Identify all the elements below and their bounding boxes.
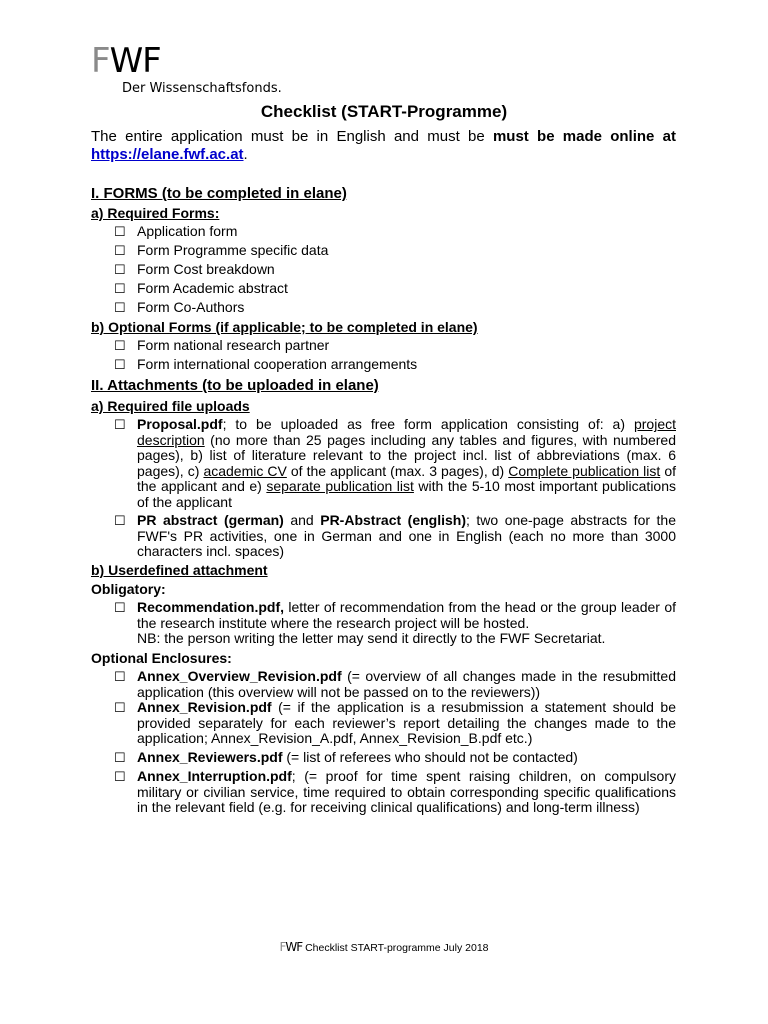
checkbox-icon: ☐ (114, 224, 126, 239)
checkbox-icon: ☐ (114, 600, 126, 615)
list-item-annex-interruption: ☐ Annex_Interruption.pdf; (= proof for time spent raising children, on compulsory military or civilian service, time required to obtain corresponding specific qualifications in the relevant field (e.g. for receiving clinical qualifications) and long-term illness) (114, 768, 676, 815)
section-attachments-heading: II. Attachments (to be uploaded in elane) (91, 377, 379, 394)
checkbox-icon: ☐ (114, 300, 126, 315)
checkbox-icon: ☐ (114, 357, 126, 372)
checkbox-icon: ☐ (114, 262, 126, 277)
list-item: ☐ Form Programme specific data (114, 242, 329, 258)
required-uploads-heading: a) Required file uploads (91, 398, 250, 414)
checkbox-icon: ☐ (114, 700, 126, 715)
checkbox-icon: ☐ (114, 750, 126, 765)
list-item: ☐ Form Co-Authors (114, 299, 245, 315)
list-item: ☐ Form Academic abstract (114, 280, 288, 296)
checkbox-icon: ☐ (114, 243, 126, 258)
required-forms-heading: a) Required Forms: (91, 205, 220, 221)
checkbox-icon: ☐ (114, 513, 126, 528)
checkbox-icon: ☐ (114, 417, 126, 432)
list-item-annex-revision: ☐ Annex_Revision.pdf (= if the application is a resubmission a statement should be provided separately for each reviewer’s report detailing the changes made to the application; Annex_Revision_A.pdf, Annex_Revision_B.pdf etc.) (114, 699, 676, 746)
list-item-pr-abstract: ☐ PR abstract (german) and PR-Abstract (english); two one-page abstracts for the FWF's PR activities, one in German and one in English (each no more than 3000 characters incl. spaces) (114, 512, 676, 559)
section-forms-heading: I. FORMS (to be completed in elane) (91, 185, 347, 202)
optional-forms-heading: b) Optional Forms (if applicable; to be completed in elane) (91, 319, 478, 335)
list-item: ☐ Form national research partner (114, 337, 330, 353)
page-title: Checklist (START-Programme) (260, 102, 508, 121)
obligatory-heading: Obligatory: (91, 581, 166, 597)
checkbox-icon: ☐ (114, 669, 126, 684)
page-footer: FWF Checklist START-programme July 2018 (279, 940, 489, 954)
list-item-recommendation: ☐ Recommendation.pdf, letter of recommendation from the head or the group leader of the research institute where the research project will be hosted. NB: the person writing the letter may send it directly to the FWF Secretariat. (114, 599, 676, 646)
elane-link[interactable]: https://elane.fwf.ac.at (91, 146, 244, 163)
fwf-logo: FWF (91, 41, 161, 81)
list-item-annex-reviewers: ☐ Annex_Reviewers.pdf (= list of referees who should not be contacted) (114, 749, 578, 765)
userdefined-heading: b) Userdefined attachment (91, 562, 268, 578)
checkbox-icon: ☐ (114, 769, 126, 784)
list-item: ☐ Form Cost breakdown (114, 261, 275, 277)
logo-tagline: Der Wissenschaftsfonds. (122, 81, 282, 96)
list-item-proposal: ☐ Proposal.pdf; to be uploaded as free form application consisting of: a) project description (no more than 25 pages including any tables and figures, with numbered pages), b) list of literature relevant to the project incl. list of abbreviations (max. 6 pages), c) academic CV of the applicant (max. 3 pages), d) Complete publication list of the applicant and e) separate publication list with the 5-10 most important publications of the applicant (114, 416, 676, 510)
checkbox-icon: ☐ (114, 281, 126, 296)
list-item: ☐ Form international cooperation arrangements (114, 356, 418, 372)
list-item: ☐ Application form (114, 223, 238, 239)
fwf-mini-logo: FWF (279, 940, 303, 954)
optional-enclosures-heading: Optional Enclosures: (91, 650, 232, 666)
list-item-annex-overview: ☐ Annex_Overview_Revision.pdf (= overview of all changes made in the resubmitted application (this overview will not be passed on to the reviewers)) (114, 668, 676, 700)
intro-paragraph: The entire application must be in English and must be must be made online at https://elane.fwf.ac.at. (91, 128, 676, 163)
checkbox-icon: ☐ (114, 338, 126, 353)
